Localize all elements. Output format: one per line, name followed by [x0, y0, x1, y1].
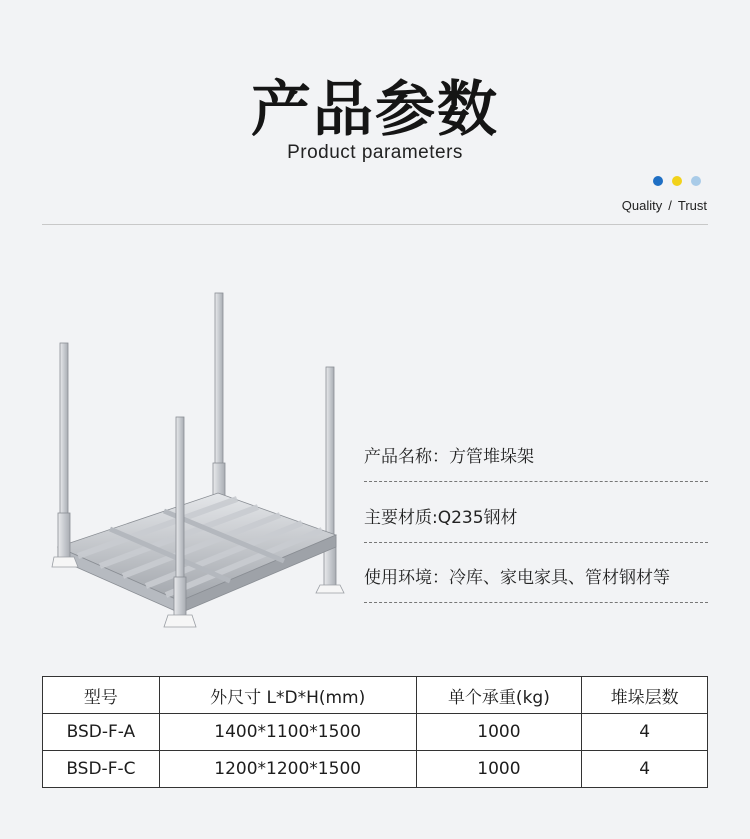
table-cell: 1200*1200*1500	[159, 751, 416, 788]
page-subtitle: Product parameters	[287, 142, 463, 163]
tagline-separator: /	[668, 198, 672, 213]
spec-divider	[364, 542, 708, 543]
table-cell: 1000	[416, 714, 582, 751]
spec-table	[42, 676, 708, 788]
table-cell: 4	[582, 714, 708, 751]
spec-environment	[364, 563, 708, 603]
page-title: 产品参数	[251, 75, 499, 145]
tagline-quality: Quality	[621, 198, 663, 213]
table-cell: 1000	[416, 751, 582, 788]
column-header-layers: 堆垛层数	[582, 677, 708, 714]
yellow-dot-icon	[672, 176, 682, 186]
spec-product-name-text: 产品名称：方管堆垛架	[364, 447, 534, 467]
back-right-post	[316, 367, 344, 593]
decorative-dots	[653, 176, 701, 186]
spec-environment-text: 使用环境：冷库、家电家具、管材钢材等	[364, 568, 670, 588]
blue-dot-icon	[653, 176, 663, 186]
table-cell: BSD-F-A	[43, 714, 160, 751]
spec-material-text: 主要材质:Q235钢材	[364, 508, 518, 528]
table-cell: BSD-F-C	[43, 751, 160, 788]
column-header-load: 单个承重(kg)	[416, 677, 582, 714]
tagline	[622, 198, 707, 213]
table-cell: 1400*1100*1500	[159, 714, 416, 751]
spec-product-name	[364, 442, 708, 482]
light-blue-dot-icon	[691, 176, 701, 186]
spec-divider	[364, 602, 708, 603]
spec-divider	[364, 481, 708, 482]
column-header-model: 型号	[43, 677, 160, 714]
table-row	[43, 714, 708, 751]
spec-material	[364, 503, 708, 543]
tagline-trust: Trust	[677, 198, 707, 213]
front-left-post	[52, 343, 78, 567]
table-cell: 4	[582, 751, 708, 788]
header-divider	[42, 224, 708, 225]
stacking-rack-illustration	[40, 285, 360, 650]
column-header-dimensions: 外尺寸 L*D*H(mm)	[159, 677, 416, 714]
back-left-post	[213, 293, 225, 503]
table-header-row	[43, 677, 708, 714]
table-row	[43, 751, 708, 788]
